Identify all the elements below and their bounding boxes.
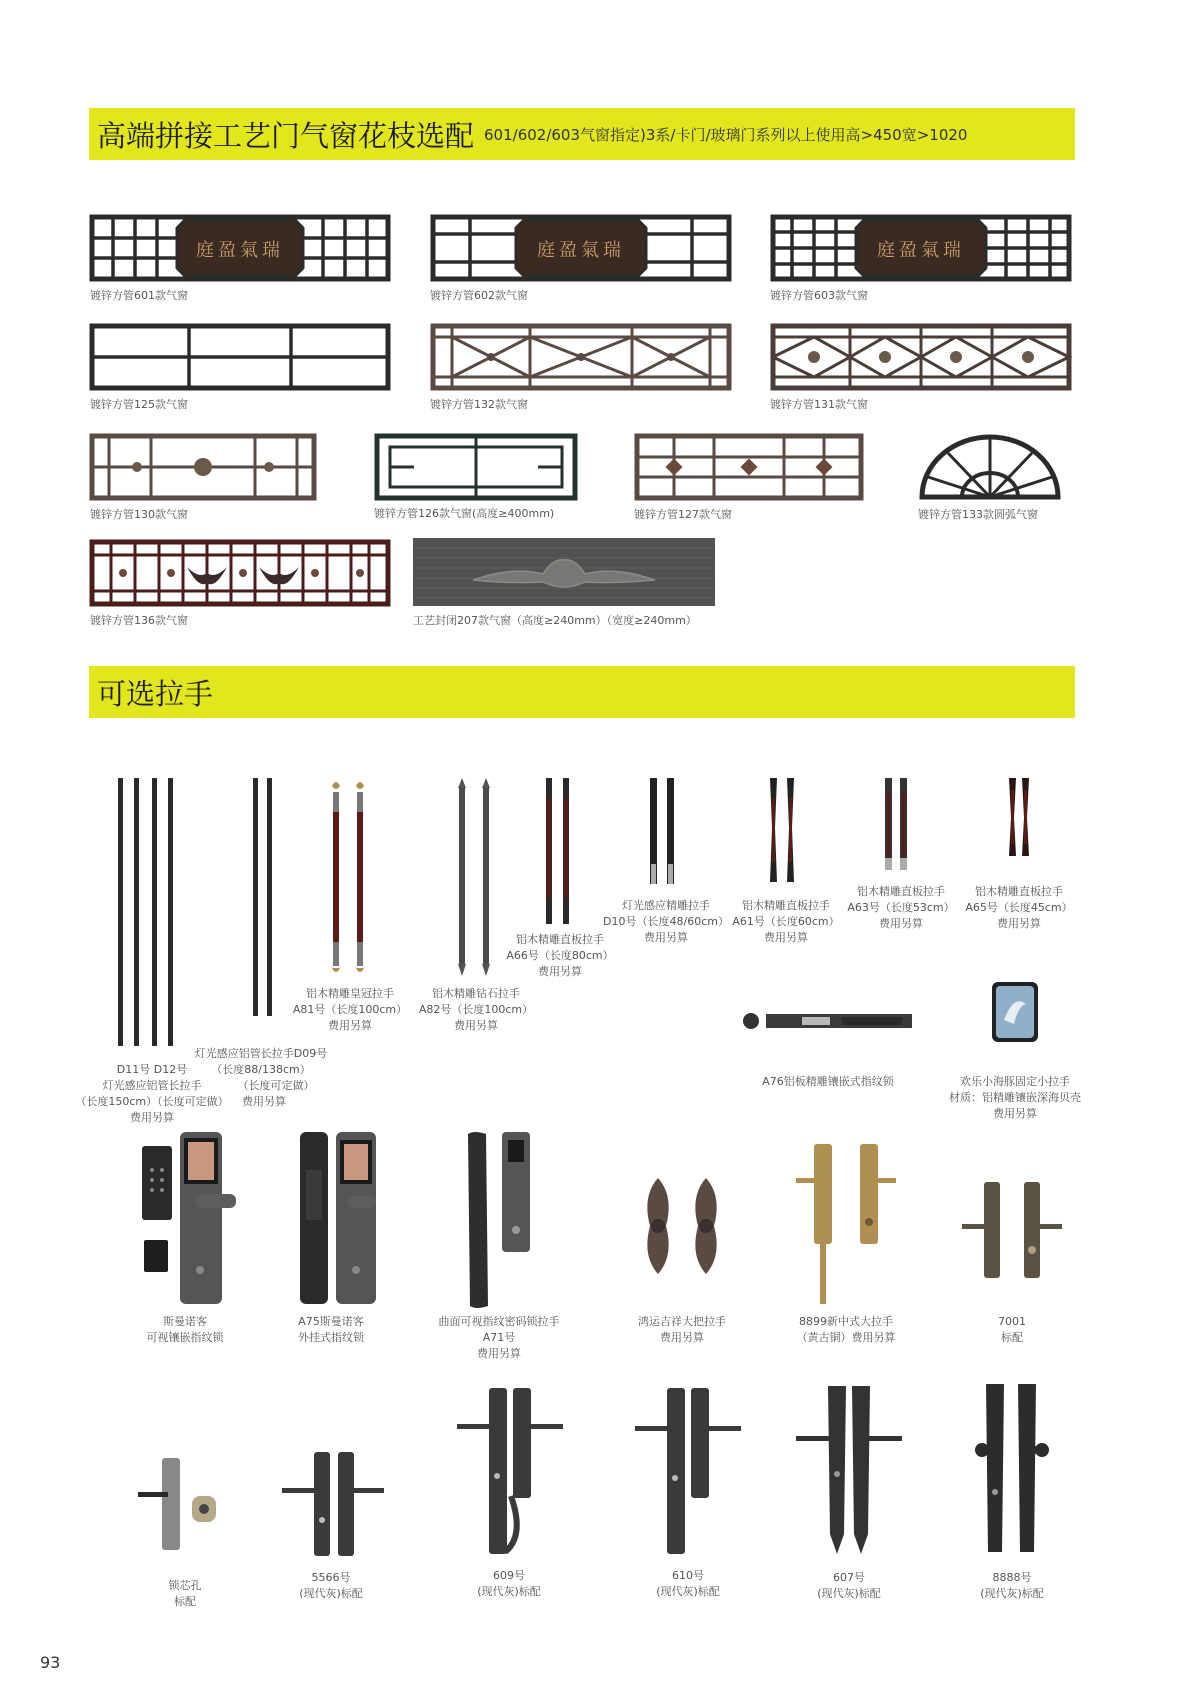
lock-8899-image [794, 1142, 898, 1306]
window-603-plaque-text: 庭盈氣瑞 [877, 240, 965, 261]
lock-a75-caption: A75斯曼诺客 外挂式指纹锁 [298, 1315, 364, 1344]
lock-8899-caption: 8899新中式大拉手 （黄古铜）费用另算 [796, 1315, 896, 1344]
handle-a63-caption: 铝木精雕直板拉手 A63号（长度53cm） 费用另算 [847, 885, 955, 930]
window-125-image [89, 323, 391, 391]
handle-d10-image [648, 778, 676, 886]
handle-d09-image [250, 778, 276, 1018]
lock-609-image [455, 1386, 565, 1556]
lock-cylinder-image [136, 1456, 218, 1552]
handle-a61-image [768, 778, 796, 884]
handle-a66-caption: 铝木精雕直板拉手 A66号（长度80cm） 费用另算 [506, 933, 614, 978]
handle-d09-caption-extra: （长度可定做） [237, 1079, 315, 1092]
lock-607-caption: 607号 (现代灰)标配 [817, 1571, 881, 1600]
handle-a82-caption: 铝木精雕钻石拉手 A82号（长度100cm） 费用另算 [418, 987, 534, 1032]
window-133-caption: 镀锌方管133款圆弧气窗 [918, 508, 1038, 521]
window-131-image [770, 323, 1072, 391]
handle-a63-image [883, 778, 909, 872]
window-125-caption: 镀锌方管125款气窗 [90, 398, 188, 411]
page-number: 93 [40, 1653, 61, 1672]
window-207-image [413, 538, 715, 606]
window-127-caption: 镀锌方管127款气窗 [634, 508, 732, 521]
lock-607-image [794, 1384, 904, 1558]
window-136-image [89, 539, 391, 607]
lock-hongyun-caption: 鸿运吉祥大把拉手 费用另算 [638, 1315, 726, 1344]
lock-smart-embedded-caption: 斯曼诺客 可视镶嵌指纹锁 [146, 1315, 224, 1344]
handles-section-banner [89, 666, 1075, 718]
window-601-plaque-text: 庭盈氣瑞 [196, 240, 284, 261]
lock-a75-image [298, 1130, 378, 1306]
window-130-caption: 镀锌方管130款气窗 [90, 508, 188, 521]
windows-section-subtitle: 601/602/603气窗指定)3系/卡门/玻璃门系列以上使用高>450宽>1020 [484, 125, 968, 144]
lock-610-caption: 610号 (现代灰)标配 [656, 1569, 720, 1598]
lock-7001-caption: 7001 标配 [998, 1315, 1026, 1344]
window-601-caption: 镀锌方管601款气窗 [90, 289, 188, 302]
lock-a71-image [464, 1130, 534, 1310]
handle-dolphin-caption: 欢乐小海豚固定小拉手 材质：铝精雕镶嵌深海贝壳 费用另算 [949, 1075, 1081, 1120]
window-131-caption: 镀锌方管131款气窗 [770, 398, 868, 411]
lock-cylinder-caption: 锁芯孔 标配 [168, 1579, 202, 1608]
windows-section-title: 高端拼接工艺门气窗花枝选配 [97, 118, 475, 153]
lock-5566-caption: 5566号 (现代灰)标配 [299, 1571, 363, 1600]
window-603-caption: 镀锌方管603款气窗 [770, 289, 868, 302]
windows-section-banner [89, 108, 1075, 160]
lock-8888-caption: 8888号 (现代灰)标配 [980, 1571, 1044, 1600]
lock-a71-caption: 曲面可视指纹密码锁拉手 A71号 费用另算 [438, 1315, 560, 1360]
window-126-image [374, 433, 578, 501]
window-136-caption: 镀锌方管136款气窗 [90, 614, 188, 627]
lock-smart-embedded-image [140, 1130, 252, 1306]
window-132-image [430, 323, 732, 391]
handle-a66-image [543, 778, 573, 928]
handle-a81-image [328, 778, 368, 976]
lock-a76-image [742, 1008, 914, 1034]
handle-dolphin-image [990, 980, 1040, 1044]
handle-a61-caption: 铝木精雕直板拉手 A61号（长度60cm） 费用另算 [732, 899, 840, 944]
lock-8888-image [972, 1382, 1052, 1558]
handles-section-title: 可选拉手 [97, 676, 214, 711]
lock-7001-image [960, 1180, 1064, 1280]
window-127-image [634, 433, 864, 501]
handle-a81-caption: 铝木精雕皇冠拉手 A81号（长度100cm） 费用另算 [292, 987, 408, 1032]
lock-a76-caption: A76铝板精雕镶嵌式指纹锁 [762, 1075, 894, 1088]
lock-609-caption: 609号 (现代灰)标配 [477, 1569, 541, 1598]
handle-a65-image [1007, 778, 1031, 858]
lock-5566-image [280, 1450, 386, 1558]
window-132-caption: 镀锌方管132款气窗 [430, 398, 528, 411]
handle-d11-d12-caption: D11号 D12号 灯光感应铝管长拉手 （长度150cm）（长度可定做） 费用另算 [75, 1063, 229, 1124]
window-133-image [918, 433, 1062, 501]
window-602-caption: 镀锌方管602款气窗 [430, 289, 528, 302]
handle-a82-image [454, 778, 494, 976]
window-207-caption: 工艺封闭207款气窗（高度≥240mm）（宽度≥240mm） [413, 614, 697, 627]
handle-d10-caption: 灯光感应精雕拉手 D10号（长度48/60cm） 费用另算 [603, 899, 729, 944]
window-602-plaque-text: 庭盈氣瑞 [537, 240, 625, 261]
handle-d09-cost: 费用另算 [242, 1095, 286, 1108]
lock-610-image [633, 1386, 743, 1556]
window-130-image [89, 433, 317, 501]
handle-d11-d12-image [114, 778, 178, 1048]
lock-hongyun-image [634, 1176, 730, 1276]
handle-a65-caption: 铝木精雕直板拉手 A65号（长度45cm） 费用另算 [965, 885, 1073, 930]
window-126-caption: 镀锌方管126款气窗(高度≥400mm) [374, 507, 555, 520]
handle-d09-caption: 灯光感应铝管长拉手D09号 （长度88/138cm） [194, 1047, 328, 1076]
